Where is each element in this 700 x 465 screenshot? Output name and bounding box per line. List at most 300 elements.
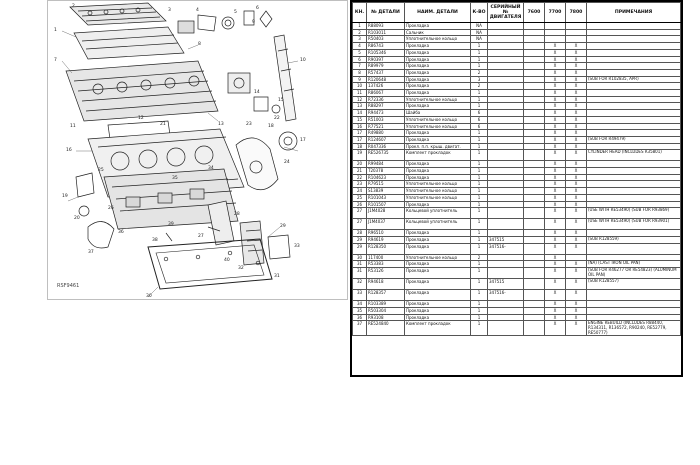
row-serial-number <box>488 36 524 43</box>
svg-text:21: 21 <box>160 122 166 127</box>
row-note <box>587 243 681 254</box>
row-quantity: 1 <box>471 136 488 143</box>
row-key-number: 12 <box>353 96 367 103</box>
row-part-number: R503304 <box>367 307 405 314</box>
row-model-7700-mark: X <box>545 49 566 56</box>
row-model-7600-mark <box>524 143 545 150</box>
svg-text:2: 2 <box>72 4 75 9</box>
row-model-7700-mark: X <box>545 279 566 290</box>
row-part-name: Уплотнительное кольцо <box>405 254 471 261</box>
row-model-7600-mark <box>524 314 545 321</box>
row-model-7700-mark: X <box>545 168 566 175</box>
table-row <box>353 219 681 230</box>
row-model-7600-mark <box>524 236 545 243</box>
row-key-number: 26 <box>353 201 367 208</box>
row-quantity: 1 <box>471 243 488 254</box>
row-model-7600-mark <box>524 69 545 76</box>
row-quantity: 1 <box>471 49 488 56</box>
row-model-7600-mark <box>524 130 545 137</box>
row-model-7800-mark: X <box>566 103 587 110</box>
row-part-name: Уплотнительное кольцо <box>405 123 471 130</box>
row-note <box>587 29 681 36</box>
row-model-7600-mark <box>524 307 545 314</box>
row-serial-number <box>488 201 524 208</box>
table-row <box>353 130 681 137</box>
row-model-7700-mark: X <box>545 290 566 301</box>
row-model-7700-mark: X <box>545 201 566 208</box>
row-key-number: 25 <box>353 194 367 201</box>
row-model-7600-mark <box>524 43 545 50</box>
row-model-7800-mark: X <box>566 83 587 90</box>
table-row <box>353 194 681 201</box>
row-model-7800-mark: X <box>566 116 587 123</box>
row-note: (SUB R128557) <box>587 279 681 290</box>
row-note <box>587 103 681 110</box>
row-part-number: R124607 <box>367 136 405 143</box>
table-row <box>353 279 681 290</box>
svg-text:25: 25 <box>98 168 104 173</box>
row-model-7600-mark <box>524 110 545 117</box>
row-part-number: R104623 <box>367 174 405 181</box>
row-note: (SUB FOR R49479) <box>587 136 681 143</box>
row-part-number: RE526735 <box>367 150 405 161</box>
row-quantity: 1 <box>471 63 488 70</box>
row-key-number: 2 <box>353 29 367 36</box>
row-key-number: 32 <box>353 279 367 290</box>
svg-text:27: 27 <box>198 234 204 239</box>
row-note <box>587 143 681 150</box>
row-part-name: Уплотнительное кольцо <box>405 194 471 201</box>
row-note <box>587 194 681 201</box>
table-row <box>353 181 681 188</box>
row-model-7600-mark <box>524 201 545 208</box>
svg-text:16: 16 <box>66 148 72 153</box>
row-part-name: Прокладка <box>405 201 471 208</box>
row-quantity: 1 <box>471 188 488 195</box>
row-model-7700-mark: X <box>545 194 566 201</box>
row-model-7600-mark <box>524 279 545 290</box>
row-note <box>587 307 681 314</box>
row-model-7600-mark <box>524 174 545 181</box>
row-key-number: 22 <box>353 174 367 181</box>
table-header-row <box>353 3 681 23</box>
row-key-number: 37 <box>353 321 367 336</box>
row-key-number: 27 <box>353 219 367 230</box>
row-model-7800-mark: X <box>566 49 587 56</box>
row-part-number: R49880 <box>367 130 405 137</box>
row-model-7800-mark: X <box>566 307 587 314</box>
row-serial-number <box>488 76 524 83</box>
row-model-7600-mark <box>524 268 545 279</box>
row-part-name: Кольцевой уплотнитель <box>405 219 471 230</box>
row-part-number: R51003 <box>367 116 405 123</box>
row-quantity: 3 <box>471 76 488 83</box>
row-model-7800-mark: X <box>566 208 587 219</box>
parts-table <box>352 2 681 336</box>
row-model-7700-mark: X <box>545 43 566 50</box>
row-part-number: RE524840 <box>367 321 405 336</box>
row-part-name: Комплект прокладок <box>405 150 471 161</box>
row-serial-number <box>488 161 524 168</box>
diagram-reference-code: RSF9461 <box>57 283 80 289</box>
row-serial-number <box>488 321 524 336</box>
row-model-7600-mark <box>524 321 545 336</box>
row-key-number: 36 <box>353 314 367 321</box>
row-part-number: R101043 <box>367 194 405 201</box>
row-model-7700-mark: X <box>545 208 566 219</box>
row-key-number: 29 <box>353 236 367 243</box>
row-model-7800-mark: X <box>566 314 587 321</box>
row-serial-number <box>488 301 524 308</box>
row-key-number: 16 <box>353 123 367 130</box>
row-part-name: Прокладка <box>405 243 471 254</box>
table-row <box>353 69 681 76</box>
row-part-number: R90397 <box>367 56 405 63</box>
row-part-number: R89979 <box>367 63 405 70</box>
svg-text:38: 38 <box>152 238 158 243</box>
row-serial-number <box>488 90 524 97</box>
row-note <box>587 201 681 208</box>
svg-text:14: 14 <box>254 90 260 95</box>
svg-text:31: 31 <box>274 274 280 279</box>
row-note <box>587 110 681 117</box>
row-part-number: R88093 <box>367 23 405 30</box>
row-model-7800-mark: X <box>566 56 587 63</box>
row-note <box>587 181 681 188</box>
row-key-number: 17 <box>353 130 367 137</box>
table-row <box>353 261 681 268</box>
row-key-number: 35 <box>353 307 367 314</box>
table-row <box>353 29 681 36</box>
row-quantity: 1 <box>471 219 488 230</box>
svg-text:1: 1 <box>54 28 57 33</box>
row-note <box>587 43 681 50</box>
row-model-7700-mark: X <box>545 83 566 90</box>
row-serial-number: 347516- <box>488 243 524 254</box>
row-part-number: R88297 <box>367 103 405 110</box>
header-quantity: К-ВО <box>471 3 488 23</box>
svg-text:4: 4 <box>196 8 199 13</box>
row-model-7800-mark: X <box>566 110 587 117</box>
svg-text:13: 13 <box>218 122 224 127</box>
row-serial-number <box>488 307 524 314</box>
row-part-name: Прокладка <box>405 23 471 30</box>
row-model-7700-mark <box>545 23 566 30</box>
row-quantity: 1 <box>471 143 488 150</box>
table-row <box>353 110 681 117</box>
row-model-7700-mark: X <box>545 254 566 261</box>
row-model-7600-mark <box>524 181 545 188</box>
row-model-7600-mark <box>524 254 545 261</box>
row-part-name: Уплотнительное кольцо <box>405 188 471 195</box>
row-quantity: 1 <box>471 279 488 290</box>
row-quantity: 1 <box>471 307 488 314</box>
row-quantity: 1 <box>471 90 488 97</box>
row-quantity: 1 <box>471 290 488 301</box>
row-part-name: Прокладка <box>405 69 471 76</box>
row-part-number: R101507 <box>367 201 405 208</box>
row-serial-number: 347516- <box>488 290 524 301</box>
row-model-7600-mark <box>524 56 545 63</box>
table-row <box>353 201 681 208</box>
svg-text:18: 18 <box>268 124 274 129</box>
row-model-7700-mark <box>545 36 566 43</box>
row-model-7800-mark: X <box>566 43 587 50</box>
row-model-7800-mark <box>566 254 587 261</box>
row-serial-number: 347515 <box>488 236 524 243</box>
row-serial-number <box>488 29 524 36</box>
table-row <box>353 90 681 97</box>
row-model-7800-mark: X <box>566 230 587 237</box>
table-row <box>353 43 681 50</box>
row-note: ENGINE REBUILD (INCLUDES R88440, R134311, R136572, R90240, RE52779, RE50777) <box>587 321 681 336</box>
row-quantity: 1 <box>471 43 488 50</box>
svg-text:22: 22 <box>274 116 280 121</box>
row-quantity: 2 <box>471 83 488 90</box>
row-model-7600-mark <box>524 150 545 161</box>
table-row <box>353 254 681 261</box>
row-model-7800-mark: X <box>566 168 587 175</box>
table-row <box>353 103 681 110</box>
row-part-name: Прокладка <box>405 76 471 83</box>
row-serial-number <box>488 181 524 188</box>
row-model-7800-mark: X <box>566 174 587 181</box>
row-model-7800-mark: X <box>566 69 587 76</box>
row-key-number: 31 <box>353 261 367 268</box>
row-quantity: 1 <box>471 261 488 268</box>
header-part-name: НАИМ. ДЕТАЛИ <box>405 3 471 23</box>
row-part-number: T20378 <box>367 168 405 175</box>
row-part-number: R53383 <box>367 261 405 268</box>
row-model-7700-mark: X <box>545 314 566 321</box>
header-notes: ПРИМЕЧАНИЯ <box>587 3 681 23</box>
row-part-number: R53126 <box>367 268 405 279</box>
row-note: CYLINDER HEAD (INCLUDES R35801) <box>587 150 681 161</box>
svg-text:15: 15 <box>278 98 284 103</box>
row-note <box>587 116 681 123</box>
row-part-number: R86067 <box>367 90 405 97</box>
row-part-number: R79515 <box>367 181 405 188</box>
row-part-number: S13839 <box>367 188 405 195</box>
row-serial-number <box>488 168 524 175</box>
row-part-name: Прокладка <box>405 168 471 175</box>
row-model-7800-mark: X <box>566 201 587 208</box>
row-quantity: 1 <box>471 174 488 181</box>
row-model-7700-mark: X <box>545 230 566 237</box>
row-model-7700-mark: X <box>545 110 566 117</box>
parts-table-container <box>350 0 683 377</box>
svg-text:20: 20 <box>74 216 80 221</box>
row-part-number: J1M4028 <box>367 208 405 219</box>
row-model-7600-mark <box>524 230 545 237</box>
row-part-name: Уплотнительное кольцо <box>405 181 471 188</box>
row-model-7700-mark: X <box>545 236 566 243</box>
table-row <box>353 83 681 90</box>
row-key-number: 15 <box>353 116 367 123</box>
row-key-number: 4 <box>353 43 367 50</box>
row-note <box>587 23 681 30</box>
row-serial-number <box>488 188 524 195</box>
row-model-7600-mark <box>524 301 545 308</box>
svg-text:39: 39 <box>168 222 174 227</box>
row-model-7700-mark: X <box>545 150 566 161</box>
row-quantity: 1 <box>471 301 488 308</box>
header-model-7600: 7600 <box>524 3 545 23</box>
table-row <box>353 188 681 195</box>
row-part-name: Прокладка <box>405 261 471 268</box>
row-part-name: Прокладка <box>405 136 471 143</box>
row-serial-number <box>488 49 524 56</box>
row-part-name: Кольцевой уплотнитель <box>405 208 471 219</box>
header-part-number: № ДЕТАЛИ <box>367 3 405 23</box>
row-part-name: Прокладка <box>405 290 471 301</box>
row-serial-number <box>488 136 524 143</box>
row-quantity: 1 <box>471 130 488 137</box>
row-quantity: 1 <box>471 161 488 168</box>
row-model-7800-mark: X <box>566 279 587 290</box>
row-serial-number <box>488 314 524 321</box>
row-model-7800-mark: X <box>566 90 587 97</box>
table-row <box>353 36 681 43</box>
row-part-number: R50403 <box>367 36 405 43</box>
table-row <box>353 150 681 161</box>
row-serial-number <box>488 268 524 279</box>
row-part-name: Прокладка <box>405 83 471 90</box>
svg-text:8: 8 <box>198 42 201 47</box>
row-model-7600-mark <box>524 188 545 195</box>
row-key-number: 31 <box>353 268 367 279</box>
row-model-7600-mark <box>524 29 545 36</box>
table-row <box>353 136 681 143</box>
row-key-number: 13 <box>353 103 367 110</box>
row-note <box>587 96 681 103</box>
row-model-7600-mark <box>524 219 545 230</box>
row-model-7700-mark: X <box>545 301 566 308</box>
row-quantity: 1 <box>471 56 488 63</box>
row-quantity: NA <box>471 36 488 43</box>
table-row <box>353 123 681 130</box>
row-note: (SUB R128559) <box>587 236 681 243</box>
row-note <box>587 49 681 56</box>
table-row <box>353 230 681 237</box>
row-model-7800-mark: X <box>566 161 587 168</box>
row-part-number: R86743 <box>367 43 405 50</box>
row-model-7800-mark: X <box>566 321 587 336</box>
row-note <box>587 69 681 76</box>
svg-text:12: 12 <box>138 116 144 121</box>
row-model-7700-mark: X <box>545 174 566 181</box>
row-quantity: 1 <box>471 321 488 336</box>
svg-text:23: 23 <box>246 122 252 127</box>
row-model-7700-mark: X <box>545 69 566 76</box>
row-model-7700-mark: X <box>545 103 566 110</box>
row-key-number: 29 <box>353 243 367 254</box>
row-note <box>587 314 681 321</box>
row-model-7800-mark: X <box>566 219 587 230</box>
row-part-name: Прокладка <box>405 301 471 308</box>
table-row <box>353 116 681 123</box>
row-key-number: 7 <box>353 63 367 70</box>
row-model-7600-mark <box>524 49 545 56</box>
header-model-7700: 7700 <box>545 3 566 23</box>
row-part-number: R120648 <box>367 76 405 83</box>
row-model-7800-mark: X <box>566 181 587 188</box>
table-row <box>353 96 681 103</box>
row-key-number: 34 <box>353 301 367 308</box>
row-serial-number <box>488 43 524 50</box>
row-key-number: 9 <box>353 76 367 83</box>
row-key-number: 6 <box>353 56 367 63</box>
svg-text:37: 37 <box>88 250 94 255</box>
row-model-7800-mark: X <box>566 76 587 83</box>
row-note <box>587 168 681 175</box>
row-serial-number <box>488 63 524 70</box>
row-serial-number <box>488 110 524 117</box>
row-serial-number <box>488 56 524 63</box>
table-row <box>353 321 681 336</box>
parts-table-body <box>353 23 681 336</box>
row-model-7600-mark <box>524 36 545 43</box>
row-model-7800-mark: X <box>566 136 587 143</box>
row-model-7700-mark: X <box>545 261 566 268</box>
row-model-7700-mark: X <box>545 56 566 63</box>
svg-text:29: 29 <box>280 224 286 229</box>
svg-text:7: 7 <box>54 58 57 63</box>
row-serial-number <box>488 23 524 30</box>
row-model-7800-mark: X <box>566 143 587 150</box>
row-quantity: 2 <box>471 254 488 261</box>
row-model-7700-mark: X <box>545 181 566 188</box>
row-part-name: Прокладка <box>405 130 471 137</box>
row-model-7800-mark <box>566 29 587 36</box>
row-part-number: R94473 <box>367 110 405 117</box>
row-model-7600-mark <box>524 194 545 201</box>
row-model-7700-mark: X <box>545 268 566 279</box>
row-part-name: Прокладка <box>405 90 471 97</box>
row-note <box>587 130 681 137</box>
row-note <box>587 301 681 308</box>
row-note <box>587 36 681 43</box>
row-model-7700-mark: X <box>545 130 566 137</box>
row-quantity: NA <box>471 29 488 36</box>
row-note: (USE WITH RE53490) (SUB FOR R93869) <box>587 208 681 219</box>
row-key-number: 11 <box>353 90 367 97</box>
table-row <box>353 23 681 30</box>
row-serial-number <box>488 219 524 230</box>
row-model-7700-mark: X <box>545 63 566 70</box>
row-model-7700-mark <box>545 29 566 36</box>
row-model-7600-mark <box>524 290 545 301</box>
svg-text:36: 36 <box>118 230 124 235</box>
table-row <box>353 301 681 308</box>
row-quantity: 1 <box>471 314 488 321</box>
row-part-number: R99484 <box>367 161 405 168</box>
row-model-7600-mark <box>524 90 545 97</box>
table-row <box>353 49 681 56</box>
table-row <box>353 314 681 321</box>
svg-text:28: 28 <box>234 212 240 217</box>
row-key-number: 14 <box>353 110 367 117</box>
row-serial-number <box>488 116 524 123</box>
svg-text:17: 17 <box>300 138 306 143</box>
row-key-number: 21 <box>353 168 367 175</box>
row-part-name: Прокладка <box>405 174 471 181</box>
row-serial-number <box>488 123 524 130</box>
row-serial-number <box>488 96 524 103</box>
row-key-number: 28 <box>353 230 367 237</box>
row-model-7700-mark: X <box>545 76 566 83</box>
row-part-number: R57437 <box>367 69 405 76</box>
